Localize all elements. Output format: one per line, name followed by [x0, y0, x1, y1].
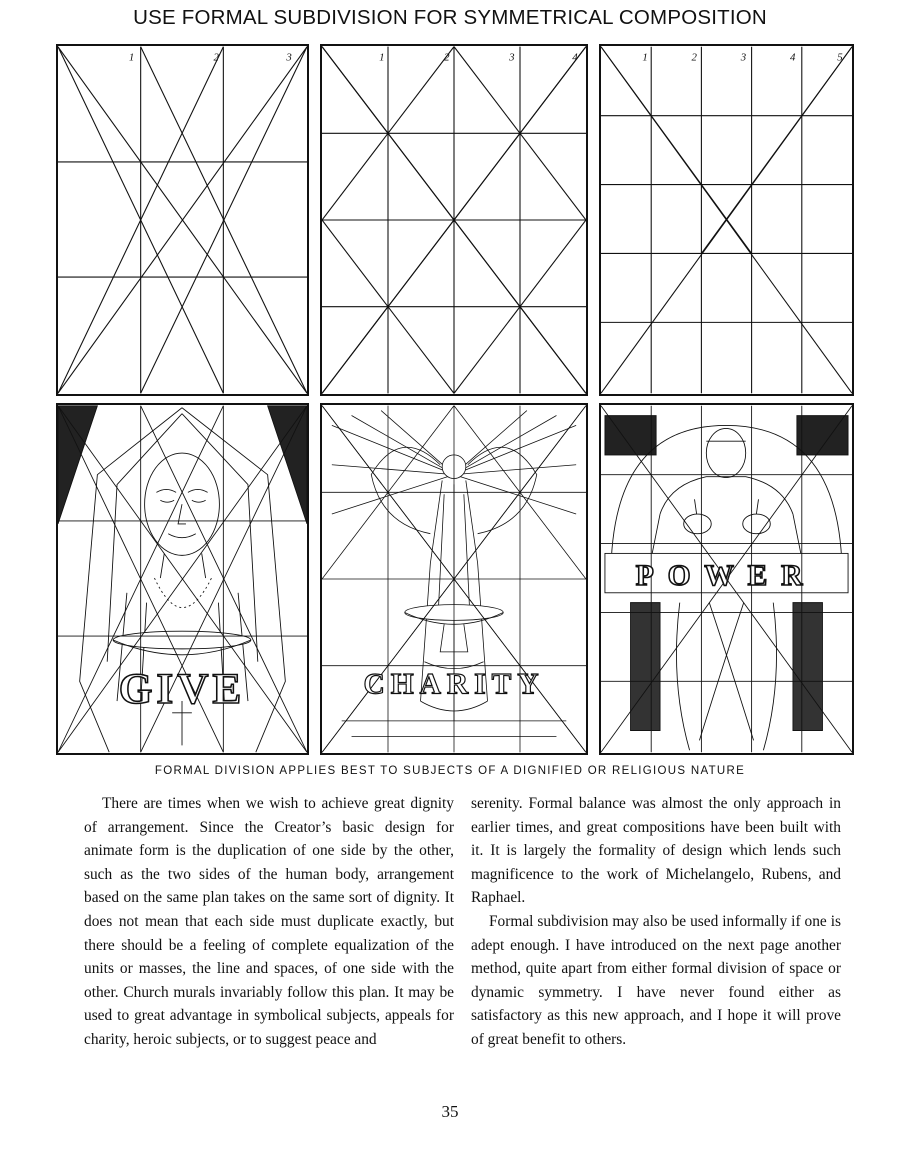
- grid-number: 2: [691, 51, 697, 64]
- grid-number: 3: [509, 51, 515, 64]
- grid-number: 1: [642, 51, 648, 64]
- grid-diagram-five-columns: [599, 44, 854, 396]
- grid-diagram-four-columns: [320, 44, 588, 396]
- grid-four-svg: [322, 46, 586, 394]
- power-illustration: [599, 403, 854, 755]
- power-word: POWER: [635, 559, 817, 592]
- body-paragraph: serenity. Formal balance was almost the only approach in earlier times, and great compositions have been built with it. It is largely the formality of design which lends such magnificence to the work of Michelangelo, Rubens, and Raphael.: [471, 795, 841, 907]
- grid-three-svg: [58, 46, 307, 394]
- charity-illustration: [320, 403, 588, 755]
- grid-number: 5: [837, 51, 843, 64]
- grid-number: 1: [379, 51, 385, 64]
- grid-five-svg: [601, 46, 852, 394]
- page-number: 35: [441, 1102, 459, 1121]
- grid-number: 3: [286, 51, 292, 64]
- power-illustration-svg: [601, 405, 852, 753]
- body-paragraph: Formal subdivision may also be used informally if one is adept enough. I have introduced on the next page another method, quite apart from either formal division of space or dynamic symmetry. I have never found either as satisfactory as this new approach, and I hope it will prove of great benefit to others.: [471, 912, 841, 1048]
- grid-number: 2: [213, 51, 219, 64]
- body-column-left: [84, 792, 454, 1052]
- give-illustration-svg: [58, 405, 307, 753]
- grid-number: 3: [740, 51, 747, 64]
- grid-number: 4: [572, 51, 578, 64]
- grid-number: 2: [444, 51, 450, 64]
- body-paragraph: There are times when we wish to achieve great dignity of arrangement. Since the Creator’s basic design for animate form is the duplication of one side by the other, such as the two sides of the human body, arrangement based on the same plan takes on the same sort of dignity. It does not mean that each side must duplicate exactly, but there should be a feeling of complete equalization of the units or masses, the line and spaces, of one side with the other. Church murals invariably follow this plan. It may be used to great advantage in symbolical subjects, appeals for charity, heroic subjects, or to suggest peace and: [84, 795, 454, 1048]
- charity-illustration-svg: [322, 405, 586, 753]
- charity-word: CHARITY: [363, 668, 545, 701]
- grid-number: 1: [128, 51, 135, 64]
- give-word: GIVE: [118, 665, 246, 714]
- body-column-right: [471, 792, 841, 1052]
- grid-number: 4: [789, 51, 796, 64]
- give-illustration: [56, 403, 309, 755]
- figure-caption: FORMAL DIVISION APPLIES BEST TO SUBJECTS OF A DIGNIFIED OR RELIGIOUS NATURE: [154, 765, 746, 777]
- grid-diagram-three-columns: [56, 44, 309, 396]
- page-title: USE FORMAL SUBDIVISION FOR SYMMETRICAL COMPOSITION: [133, 6, 767, 29]
